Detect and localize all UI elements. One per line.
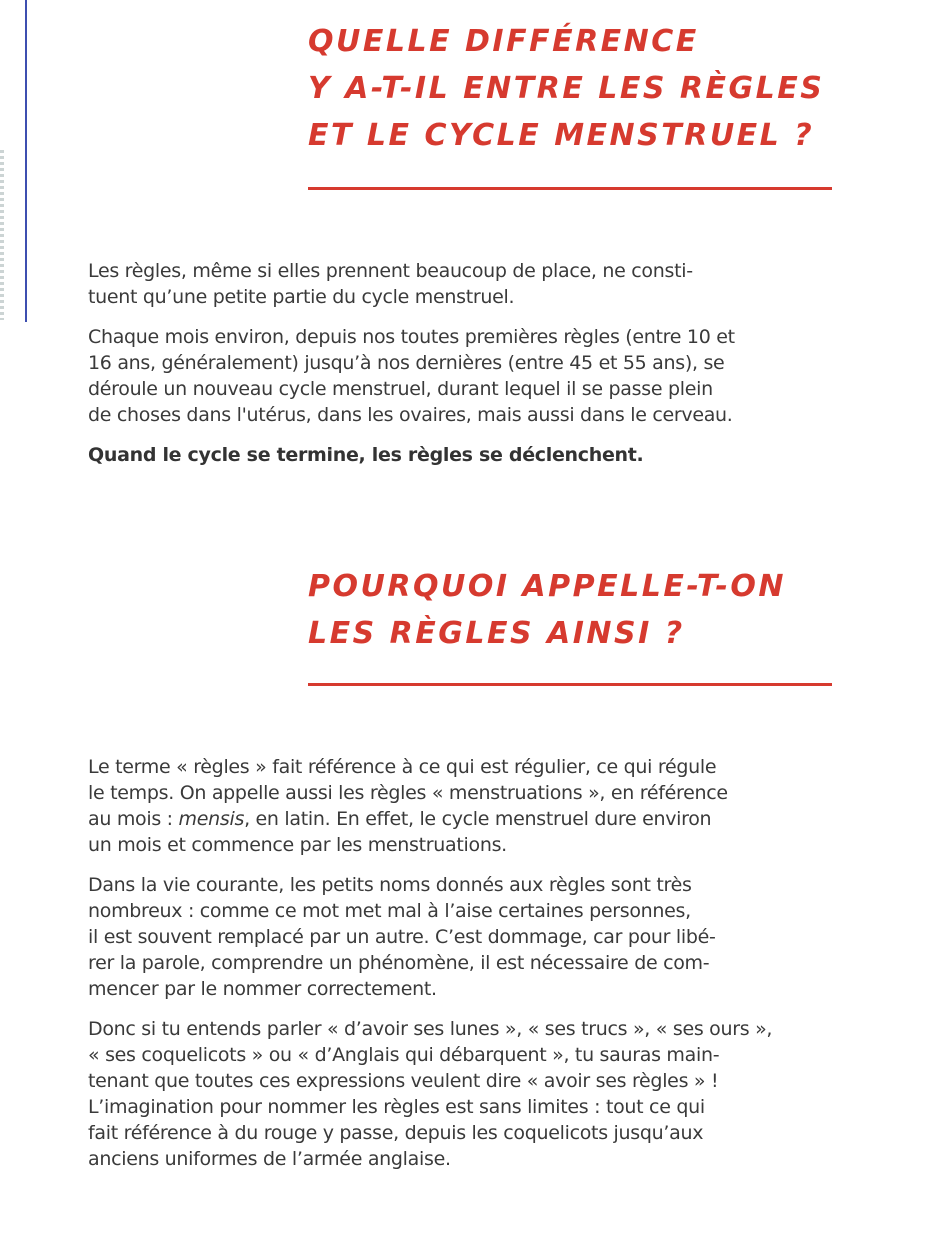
heading-line: ET LE CYCLE MENSTRUEL ? (308, 118, 815, 153)
text-line: Le terme « règles » fait référence à ce qui est régulier, ce qui régule (88, 756, 717, 778)
text-line: rer la parole, comprendre un phénomène, il est nécessaire de com- (88, 952, 710, 974)
text-line: tuent qu’une petite partie du cycle menstruel. (88, 286, 515, 308)
text-line: L’imagination pour nommer les règles est sans limites : tout ce qui (88, 1096, 705, 1118)
heading-pourquoi (308, 563, 786, 657)
paragraph (88, 872, 833, 1002)
text-line: Dans la vie courante, les petits noms donnés aux règles sont très (88, 874, 692, 896)
text-segment: , en latin. En effet, le cycle menstruel dure environ (244, 808, 712, 830)
heading-line: Y A-T-IL ENTRE LES RÈGLES (308, 71, 825, 106)
heading-line: POURQUOI APPELLE-T-ON (308, 569, 786, 604)
text-line: déroule un nouveau cycle menstruel, durant lequel il se passe plein (88, 378, 713, 400)
heading-underline (308, 187, 832, 190)
text-line: il est souvent remplacé par un autre. C’est dommage, car pour libé- (88, 926, 716, 948)
margin-running-text (0, 150, 4, 320)
margin-rule (25, 0, 27, 322)
latin-word: mensis (178, 808, 245, 830)
text-line: fait référence à du rouge y passe, depuis les coquelicots jusqu’aux (88, 1122, 704, 1144)
text-segment: au mois : (88, 808, 179, 830)
bold-paragraph (88, 442, 833, 468)
heading-line: QUELLE DIFFÉRENCE (308, 24, 699, 59)
text-line: Quand le cycle se termine, les règles se déclenchent. (88, 444, 644, 466)
text-line: « ses coquelicots » ou « d’Anglais qui débarquent », tu sauras main- (88, 1044, 720, 1066)
section-difference-body (88, 258, 833, 482)
text-line: le temps. On appelle aussi les règles « menstruations », en référence (88, 782, 728, 804)
paragraph (88, 1016, 833, 1172)
heading-difference (308, 18, 824, 159)
paragraph (88, 324, 833, 428)
text-line: de choses dans l'utérus, dans les ovaires, mais aussi dans le cerveau. (88, 404, 733, 426)
text-line: Donc si tu entends parler « d’avoir ses lunes », « ses trucs », « ses ours », (88, 1018, 773, 1040)
section-pourquoi-body (88, 754, 833, 1186)
text-line: un mois et commence par les menstruations. (88, 834, 507, 856)
heading-line: LES RÈGLES AINSI ? (308, 616, 685, 651)
text-line: nombreux : comme ce mot met mal à l’aise certaines personnes, (88, 900, 691, 922)
text-line: tenant que toutes ces expressions veulent dire « avoir ses règles » ! (88, 1070, 719, 1092)
text-line: 16 ans, généralement) jusqu’à nos dernières (entre 45 et 55 ans), se (88, 352, 725, 374)
paragraph (88, 258, 833, 310)
heading-underline (308, 683, 832, 686)
text-line (88, 806, 833, 832)
text-line: anciens uniformes de l’armée anglaise. (88, 1148, 451, 1170)
text-line: Les règles, même si elles prennent beaucoup de place, ne consti- (88, 260, 693, 282)
text-line: mencer par le nommer correctement. (88, 978, 437, 1000)
paragraph (88, 754, 833, 858)
text-line: Chaque mois environ, depuis nos toutes premières règles (entre 10 et (88, 326, 735, 348)
